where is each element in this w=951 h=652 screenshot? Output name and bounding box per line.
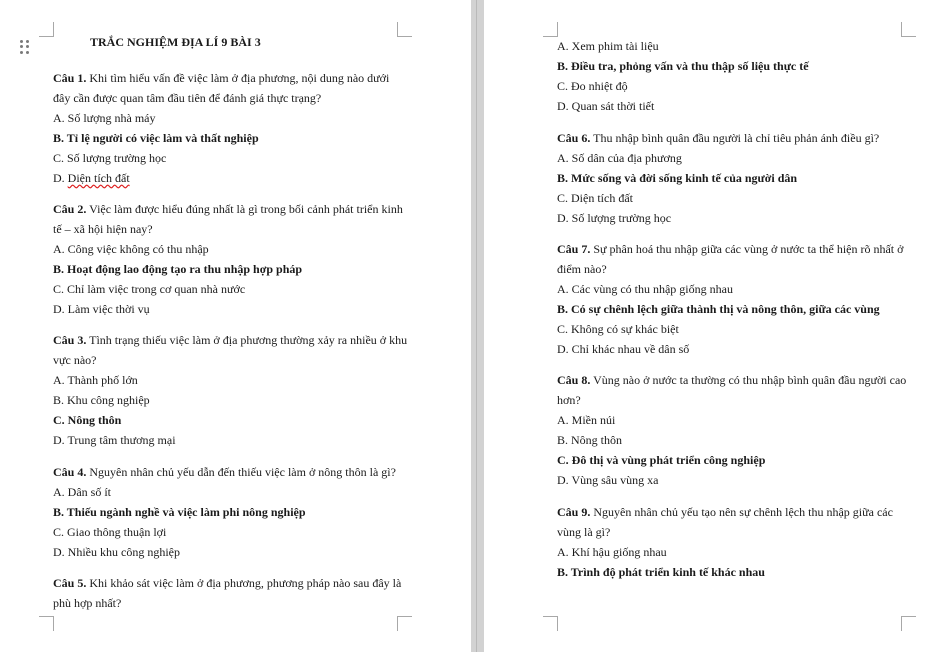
answer-option: D. Chỉ khác nhau về dân số bbox=[557, 342, 690, 356]
question-text-continued: hơn? bbox=[557, 393, 581, 407]
document-title: TRẮC NGHIỆM ĐỊA LÍ 9 BÀI 3 bbox=[90, 35, 261, 49]
question-number: Câu 3. bbox=[53, 333, 87, 347]
answer-option: C. Chỉ làm việc trong cơ quan nhà nước bbox=[53, 282, 246, 296]
correct-answer-option: B. Tỉ lệ người có việc làm và thất nghiệp bbox=[53, 131, 259, 145]
answer-option: A. Khí hậu giống nhau bbox=[557, 545, 667, 559]
answer-option: B. Nông thôn bbox=[557, 433, 623, 447]
correct-answer-option: B. Điều tra, phỏng vấn và thu thập số liệu thực tế bbox=[557, 59, 809, 73]
answer-option: C. Giao thông thuận lợi bbox=[53, 525, 167, 539]
margin-corner-bottom-left bbox=[543, 616, 558, 631]
question-text bbox=[557, 502, 893, 522]
question-stem: Thu nhập bình quân đầu người là chỉ tiêu phản ánh điều gì? bbox=[590, 131, 880, 145]
question-text bbox=[53, 199, 403, 219]
margin-corner-bottom-left bbox=[39, 616, 54, 631]
answer-option: A. Số lượng nhà máy bbox=[53, 111, 156, 125]
question-stem: Tình trạng thiếu việc làm ở địa phương thường xảy ra nhiều ở khu bbox=[86, 333, 408, 347]
answer-option: D. Làm việc thời vụ bbox=[53, 302, 150, 316]
answer-option-prefix: D. bbox=[53, 171, 68, 185]
question-text bbox=[557, 370, 906, 390]
answer-option bbox=[53, 168, 130, 188]
question-number: Câu 1. bbox=[53, 71, 87, 85]
question-number: Câu 9. bbox=[557, 505, 591, 519]
correct-answer-option: B. Trình độ phát triển kinh tế khác nhau bbox=[557, 565, 765, 579]
question-stem: Khi khảo sát việc làm ở địa phương, phương pháp nào sau đây là bbox=[86, 576, 402, 590]
margin-corner-top-right bbox=[397, 22, 412, 37]
question-text-continued: vùng là gì? bbox=[557, 525, 611, 539]
question-text bbox=[557, 239, 903, 259]
answer-option: A. Dân số ít bbox=[53, 485, 111, 499]
question-text bbox=[53, 573, 401, 593]
answer-option: D. Vùng sâu vùng xa bbox=[557, 473, 659, 487]
question-text-continued: đây cần được quan tâm đầu tiên để đánh giá thực trạng? bbox=[53, 91, 322, 105]
correct-answer-option: B. Mức sống và đời sống kinh tế của người dân bbox=[557, 171, 798, 185]
answer-option: D. Nhiều khu công nghiệp bbox=[53, 545, 180, 559]
question-text bbox=[557, 128, 879, 148]
question-stem: Nguyên nhân chủ yếu dẫn đến thiếu việc làm ở nông thôn là gì? bbox=[86, 465, 396, 479]
document-page-left bbox=[0, 0, 471, 652]
margin-corner-bottom-right bbox=[397, 616, 412, 631]
correct-answer-option: B. Hoạt động lao động tạo ra thu nhập hợp pháp bbox=[53, 262, 303, 276]
question-stem: Vùng nào ở nước ta thường có thu nhập bình quân đầu người cao bbox=[590, 373, 907, 387]
question-number: Câu 4. bbox=[53, 465, 87, 479]
margin-corner-top-left bbox=[39, 22, 54, 37]
question-stem: Việc làm được hiểu đúng nhất là gì trong bối cảnh phát triển kinh bbox=[86, 202, 403, 216]
correct-answer-option: C. Đô thị và vùng phát triển công nghiệp bbox=[557, 453, 766, 467]
answer-option: D. Số lượng trường học bbox=[557, 211, 672, 225]
question-number: Câu 5. bbox=[53, 576, 87, 590]
question-text-continued: tế – xã hội hiện nay? bbox=[53, 222, 153, 236]
answer-option: A. Công việc không có thu nhập bbox=[53, 242, 209, 256]
correct-answer-option: C. Nông thôn bbox=[53, 413, 122, 427]
question-text bbox=[53, 462, 396, 482]
question-text-continued: điểm nào? bbox=[557, 262, 607, 276]
answer-option: D. Trung tâm thương mại bbox=[53, 433, 176, 447]
answer-option: C. Số lượng trường học bbox=[53, 151, 167, 165]
question-text bbox=[53, 68, 389, 88]
correct-answer-option: B. Có sự chênh lệch giữa thành thị và nông thôn, giữa các vùng bbox=[557, 302, 880, 316]
answer-option: A. Xem phim tài liệu bbox=[557, 39, 659, 53]
question-stem: Khi tìm hiểu vấn đề việc làm ở địa phương, nội dung nào dưới bbox=[86, 71, 390, 85]
answer-option: C. Diện tích đất bbox=[557, 191, 633, 205]
answer-option: A. Số dân của địa phương bbox=[557, 151, 682, 165]
answer-option: C. Không có sự khác biệt bbox=[557, 322, 679, 336]
question-number: Câu 2. bbox=[53, 202, 87, 216]
margin-corner-top-left bbox=[543, 22, 558, 37]
question-number: Câu 7. bbox=[557, 242, 591, 256]
question-stem: Sự phân hoá thu nhập giữa các vùng ở nước ta thể hiện rõ nhất ở bbox=[590, 242, 904, 256]
spellcheck-underlined-text[interactable]: Diện tích đất bbox=[67, 171, 130, 185]
correct-answer-option: B. Thiếu ngành nghề và việc làm phi nông nghiệp bbox=[53, 505, 306, 519]
margin-corner-top-right bbox=[901, 22, 916, 37]
answer-option: A. Thành phố lớn bbox=[53, 373, 138, 387]
answer-option: A. Miền núi bbox=[557, 413, 616, 427]
page-gutter bbox=[471, 0, 484, 652]
question-text-continued: vực nào? bbox=[53, 353, 97, 367]
question-number: Câu 6. bbox=[557, 131, 591, 145]
margin-corner-bottom-right bbox=[901, 616, 916, 631]
page-divider bbox=[476, 0, 477, 652]
table-move-handle-icon[interactable] bbox=[20, 40, 30, 54]
answer-option: C. Đo nhiệt độ bbox=[557, 79, 628, 93]
answer-option: A. Các vùng có thu nhập giống nhau bbox=[557, 282, 733, 296]
question-number: Câu 8. bbox=[557, 373, 591, 387]
question-text-continued: phù hợp nhất? bbox=[53, 596, 122, 610]
question-text bbox=[53, 330, 407, 350]
document-page-right bbox=[484, 0, 951, 652]
answer-option: B. Khu công nghiệp bbox=[53, 393, 150, 407]
question-stem: Nguyên nhân chủ yếu tạo nên sự chênh lệch thu nhập giữa các bbox=[590, 505, 893, 519]
answer-option: D. Quan sát thời tiết bbox=[557, 99, 655, 113]
